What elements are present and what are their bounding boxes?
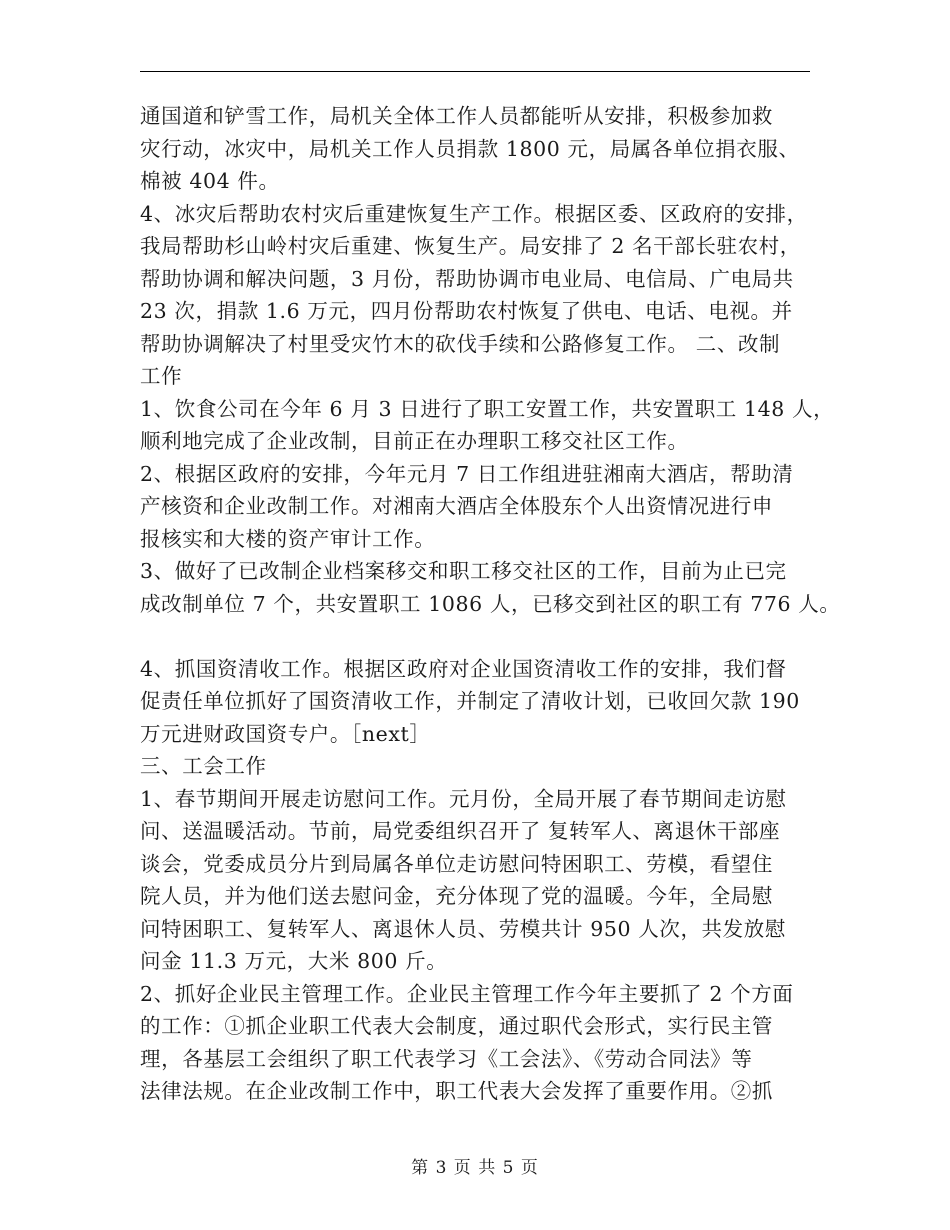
text-line: 1、饮食公司在今年 6 月 3 日进行了职工安置工作，共安置职工 148 人，: [140, 396, 835, 421]
text-line: 谈会，党委成员分片到局属各单位走访慰问特困职工、劳模，看望住: [140, 851, 773, 876]
text-line: 顺利地完成了企业改制，目前正在办理职工移交社区工作。: [140, 429, 689, 453]
text-line: 问金 11.3 万元，大米 800 斤。: [140, 949, 448, 973]
text-line: 报核实和大楼的资产审计工作。: [140, 526, 436, 551]
text-line: 灾行动，冰灾中，局机关工作人员捐款 1800 元，局属各单位捐衣服、: [140, 136, 800, 161]
text-line: 成改制单位 7 个，共安置职工 1086 人，已移交到社区的职工有 776 人。: [140, 591, 841, 616]
text-line: 促责任单位抓好了国资清收工作，并制定了清收计划，已收回欠款 190: [140, 689, 800, 713]
text-line: 院人员，并为他们送去慰问金，充分体现了党的温暖。今年，全局慰: [140, 884, 773, 908]
text-line: 4、冰灾后帮助农村灾后重建恢复生产工作。根据区委、区政府的安排，: [140, 201, 808, 226]
text-line: 问特困职工、复转军人、离退休人员、劳模共计 950 人次，共发放慰: [140, 916, 786, 941]
text-line: 的工作：①抓企业职工代表大会制度，通过职代会形式，实行民主管: [140, 1014, 773, 1038]
text-line: 通国道和铲雪工作，局机关全体工作人员都能听从安排，积极参加救: [140, 104, 773, 128]
text-line: 2、抓好企业民主管理工作。企业民主管理工作今年主要抓了 2 个方面: [140, 981, 794, 1006]
blank-line: [140, 620, 820, 653]
page-number: 第 3 页 共 5 页: [411, 1158, 539, 1178]
text-line: 法律法规。在企业改制工作中，职工代表大会发挥了重要作用。②抓: [140, 1079, 773, 1103]
text-line: 三、工会工作: [140, 754, 267, 778]
text-line: 2、根据区政府的安排，今年元月 7 日工作组进驻湘南大酒店，帮助清: [140, 461, 794, 486]
header-rule: [140, 71, 810, 72]
text-line: 工作: [140, 364, 183, 388]
text-line: 万元进财政国资专户。［next］: [140, 721, 431, 746]
text-line: 4、抓国资清收工作。根据区政府对企业国资清收工作的安排，我们督: [140, 656, 787, 681]
text-line: 我局帮助杉山岭村灾后重建、恢复生产。局安排了 2 名干部长驻农村，: [140, 234, 801, 258]
text-line: 3、做好了已改制企业档案移交和职工移交社区的工作，目前为止已完: [140, 559, 787, 583]
text-line: 1、春节期间开展走访慰问工作。元月份，全局开展了春节期间走访慰: [140, 786, 787, 811]
text-line: 理，各基层工会组织了职工代表学习《工会法》、《劳动合同法》等: [140, 1046, 753, 1071]
text-line: 问、送温暖活动。节前，局党委组织召开了 复转军人、离退休干部座: [140, 819, 781, 843]
text-line: 23 次，捐款 1.6 万元，四月份帮助农村恢复了供电、电话、电视。并: [140, 299, 793, 323]
text-line: 棉被 404 件。: [140, 169, 280, 193]
document-body: [140, 100, 841, 1108]
text-line: 帮助协调和解决问题，3 月份，帮助协调市电业局、电信局、广电局共: [140, 266, 794, 291]
text-line: 产核资和企业改制工作。对湘南大酒店全体股东个人出资情况进行申: [140, 494, 773, 518]
text-line: 帮助协调解决了村里受灾竹木的砍伐手续和公路修复工作。 二、改制: [140, 331, 781, 356]
